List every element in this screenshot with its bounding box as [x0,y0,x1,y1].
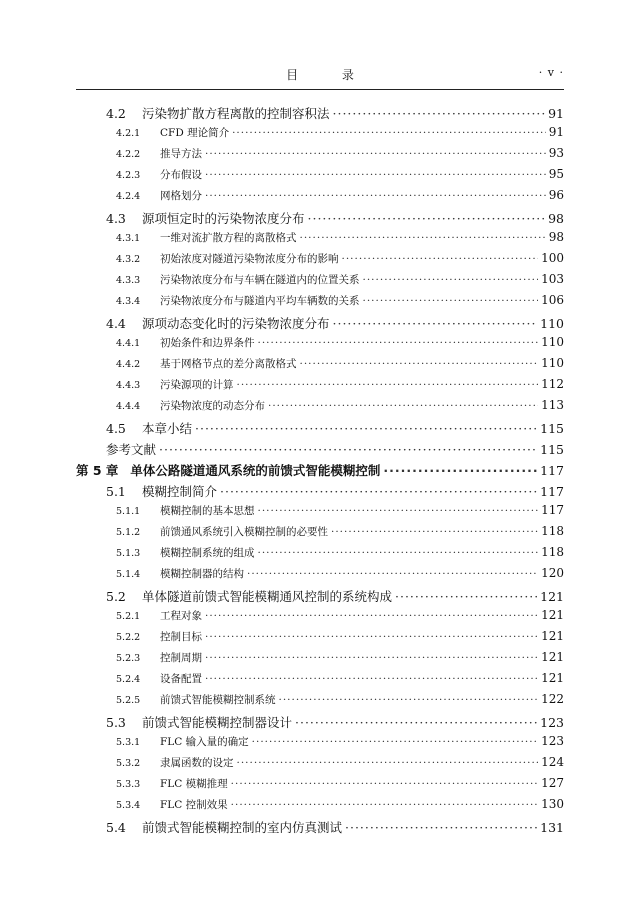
entry-page-number: 110 [541,356,564,370]
toc-section[interactable] [76,587,564,608]
entry-title: 初始浓度对隧道污染物浓度分布的影响 [160,253,339,265]
entry-number: 4.2.3 [116,170,141,181]
entry-page-number: 113 [541,398,564,412]
entry-title: 本章小结 [142,421,193,436]
entry-title: 前馈通风系统引入模糊控制的必要性 [160,526,328,538]
entry-page-number: 96 [548,188,564,202]
entry-title: 单体公路隧道通风系统的前馈式智能模糊控制 [130,463,381,478]
dot-leader [205,190,546,202]
entry-number: 5.2.5 [116,695,141,706]
entry-number: 5.2.3 [116,653,141,664]
toc-section[interactable] [76,713,564,734]
toc-subsection[interactable] [76,734,564,755]
entry-page-number: 117 [540,463,564,478]
toc-subsection[interactable] [76,692,564,713]
dot-leader [395,589,537,604]
entry-page-number: 115 [540,421,564,436]
dot-leader [258,505,539,517]
toc-subsection[interactable] [76,251,564,272]
entry-number: 第 5 章 [76,463,119,478]
entry-number: 5.1 [106,484,126,499]
entry-title: 污染物浓度分布与隧道内平均车辆数的关系 [160,295,360,307]
dot-leader [383,463,537,478]
entry-number: 5.3.3 [116,779,141,790]
toc-section[interactable] [76,104,564,125]
toc-subsection[interactable] [76,608,564,629]
dot-leader [295,715,537,730]
header-page-number: · v · [538,66,564,79]
dot-leader [300,358,539,370]
entry-number: 4.3.4 [116,296,141,307]
entry-page-number: 100 [541,251,564,265]
toc-subsection[interactable] [76,545,564,566]
entry-title: 前馈式智能模糊控制系统 [160,694,276,706]
dot-leader [231,778,538,790]
entry-page-number: 130 [541,797,564,811]
dot-leader [333,106,546,121]
entry-number: 4.5 [106,421,126,436]
entry-number: 4.4.1 [116,338,141,349]
entry-number: 5.2.2 [116,632,141,643]
dot-leader [333,316,538,331]
entry-page-number: 121 [540,589,564,604]
dot-leader [231,799,538,811]
dot-leader [205,652,538,664]
entry-page-number: 117 [541,503,564,517]
entry-number: 4.3.2 [116,254,141,265]
entry-title: 源项恒定时的污染物浓度分布 [142,211,305,226]
entry-number: 5.1.2 [116,527,141,538]
entry-title: 污染物浓度分布与车辆在隧道内的位置关系 [160,274,360,286]
toc-subsection[interactable] [76,356,564,377]
dot-leader [159,442,537,457]
dot-leader [195,421,537,436]
entry-number: 5.3 [106,715,126,730]
entry-page-number: 93 [548,146,564,160]
entry-number: 5.2 [106,589,126,604]
entry-number: 5.1.1 [116,506,141,517]
toc-subsection[interactable] [76,188,564,209]
entry-number: 5.4 [106,820,126,835]
dot-leader [308,211,546,226]
toc-subsection[interactable] [76,566,564,587]
entry-title: 初始条件和边界条件 [160,337,255,349]
toc-section[interactable] [76,419,564,440]
toc-section[interactable] [76,818,564,839]
dot-leader [342,253,539,265]
entry-title: 模糊控制的基本思想 [160,505,255,517]
entry-title: 模糊控制简介 [142,484,218,499]
entry-title: 分布假设 [160,169,202,181]
entry-number: 4.2.2 [116,149,141,160]
entry-number: 4.3.1 [116,233,141,244]
entry-title: 污染源项的计算 [160,379,234,391]
toc-subsection[interactable] [76,125,564,146]
toc-subsection[interactable] [76,167,564,188]
toc-subsection[interactable] [76,272,564,293]
running-header [76,66,564,86]
dot-leader [363,274,539,286]
toc-subsection[interactable] [76,146,564,167]
entry-title: CFD 理论简介 [160,127,230,139]
dot-leader [205,169,546,181]
entry-page-number: 127 [541,776,564,790]
dot-leader [363,295,539,307]
entry-number: 4.2.4 [116,191,141,202]
dot-leader [300,232,546,244]
toc-subsection[interactable] [76,398,564,419]
toc-subsection[interactable] [76,776,564,797]
dot-leader [237,757,539,769]
entry-page-number: 115 [540,442,564,457]
entry-title: 前馈式智能模糊控制器设计 [142,715,293,730]
entry-page-number: 110 [540,316,564,331]
entry-number: 5.3.4 [116,800,141,811]
toc-subsection[interactable] [76,503,564,524]
entry-number: 4.3 [106,211,126,226]
dot-leader [279,694,539,706]
dot-leader [205,148,546,160]
entry-title: 推导方法 [160,148,202,160]
entry-page-number: 123 [541,734,564,748]
entry-title: 基于网格节点的差分离散格式 [160,358,297,370]
entry-number: 5.1.3 [116,548,141,559]
entry-title: 参考文献 [106,442,157,457]
entry-page-number: 121 [541,650,564,664]
entry-page-number: 95 [548,167,564,181]
entry-number: 4.3.3 [116,275,141,286]
toc-subsection[interactable] [76,650,564,671]
entry-page-number: 106 [541,293,564,307]
table-of-contents [76,104,564,839]
entry-title: 工程对象 [160,610,202,622]
toc-subsection[interactable] [76,671,564,692]
toc-subsection[interactable] [76,335,564,356]
entry-page-number: 91 [548,125,564,139]
toc-subsection[interactable] [76,755,564,776]
dot-leader [331,526,538,538]
header-rule [76,89,564,90]
entry-title: 网格划分 [160,190,202,202]
dot-leader [258,547,539,559]
dot-leader [237,379,539,391]
entry-title: FLC 模糊推理 [160,778,228,790]
dot-leader [345,820,537,835]
toc-section[interactable] [76,482,564,503]
entry-number: 4.2.1 [116,128,141,139]
entry-title: FLC 输入量的确定 [160,736,249,748]
dot-leader [232,127,546,139]
entry-page-number: 124 [541,755,564,769]
entry-page-number: 103 [541,272,564,286]
entry-page-number: 131 [540,820,564,835]
toc-subsection[interactable] [76,293,564,314]
entry-page-number: 98 [548,211,564,226]
entry-page-number: 122 [541,692,564,706]
entry-title: 模糊控制系统的组成 [160,547,255,559]
entry-number: 5.2.1 [116,611,141,622]
entry-page-number: 98 [548,230,564,244]
dot-leader [268,400,538,412]
entry-page-number: 121 [541,671,564,685]
toc-subsection[interactable] [76,629,564,650]
entry-title: 控制目标 [160,631,202,643]
dot-leader [258,337,539,349]
dot-leader [205,631,538,643]
dot-leader [220,484,537,499]
entry-title: 设备配置 [160,673,202,685]
toc-section[interactable] [76,209,564,230]
entry-title: 源项动态变化时的污染物浓度分布 [142,316,330,331]
entry-number: 5.3.2 [116,758,141,769]
entry-title: 单体隧道前馈式智能模糊通风控制的系统构成 [142,589,393,604]
entry-page-number: 120 [541,566,564,580]
entry-number: 4.4 [106,316,126,331]
dot-leader [205,610,538,622]
entry-title: 模糊控制器的结构 [160,568,244,580]
toc-subsection[interactable] [76,524,564,545]
entry-title: 控制周期 [160,652,202,664]
entry-page-number: 91 [548,106,564,121]
dot-leader [205,673,538,685]
entry-number: 4.4.4 [116,401,141,412]
toc-subsection[interactable] [76,797,564,818]
entry-number: 4.2 [106,106,126,121]
toc-references[interactable] [76,440,564,461]
entry-page-number: 123 [540,715,564,730]
entry-title: 污染物扩散方程离散的控制容积法 [142,106,330,121]
dot-leader [252,736,538,748]
toc-subsection[interactable] [76,377,564,398]
entry-page-number: 121 [541,608,564,622]
entry-page-number: 118 [541,545,564,559]
entry-title: FLC 控制效果 [160,799,228,811]
entry-number: 5.3.1 [116,737,141,748]
entry-title: 隶属函数的设定 [160,757,234,769]
entry-title: 一维对流扩散方程的离散格式 [160,232,297,244]
entry-page-number: 112 [541,377,564,391]
entry-page-number: 121 [541,629,564,643]
entry-page-number: 117 [540,484,564,499]
entry-number: 5.2.4 [116,674,141,685]
header-title: 目 录 [286,68,374,82]
toc-chapter[interactable] [76,461,564,482]
entry-page-number: 110 [541,335,564,349]
dot-leader [247,568,538,580]
entry-number: 4.4.2 [116,359,141,370]
entry-title: 前馈式智能模糊控制的室内仿真测试 [142,820,343,835]
entry-page-number: 118 [541,524,564,538]
toc-section[interactable] [76,314,564,335]
entry-title: 污染物浓度的动态分布 [160,400,265,412]
entry-number: 4.4.3 [116,380,141,391]
toc-subsection[interactable] [76,230,564,251]
entry-number: 5.1.4 [116,569,141,580]
